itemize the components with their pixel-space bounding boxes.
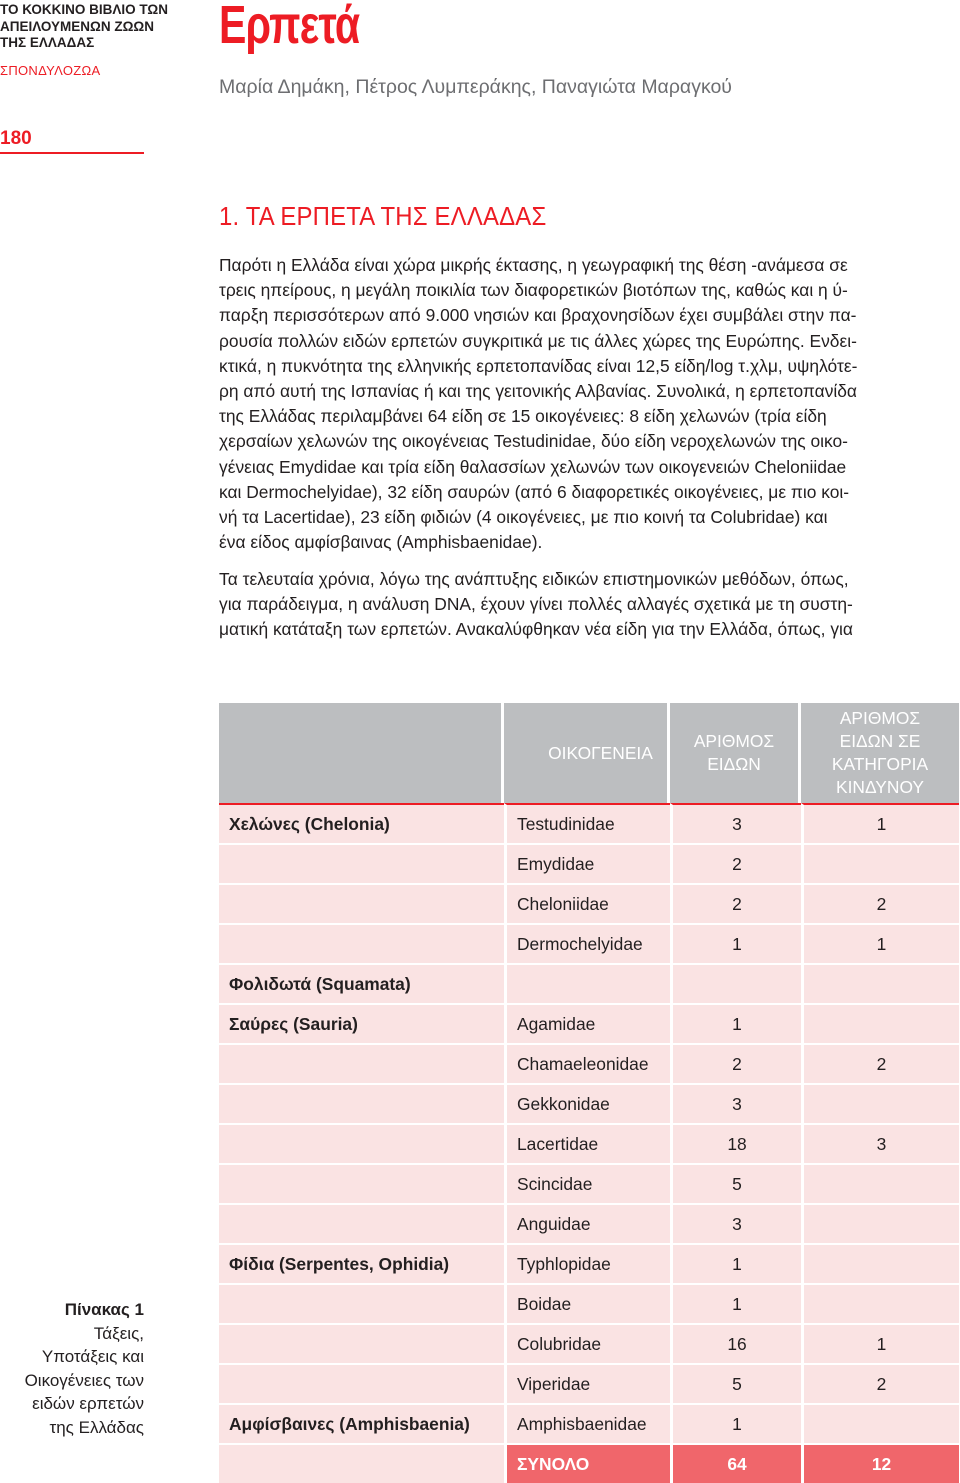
species-count-cell: 1 [670,1283,801,1323]
table-row [219,883,959,923]
table-row [219,1083,959,1123]
text-line: ρη από αυτή της Ισπανίας ή και της γειτονικής Αλβανίας. Συνολικά, η ερπετοπανίδα [219,381,857,402]
header-threatened-count [801,703,959,803]
species-count-cell: 3 [670,1203,801,1243]
table-row [219,1243,959,1283]
threatened-count-cell [801,1283,959,1323]
table-caption-line: της Ελλάδας [49,1417,144,1437]
order-cell [219,843,504,883]
threatened-count-cell [801,1203,959,1243]
total-label: ΣΥΝΟΛΟ [504,1443,670,1483]
order-cell [219,1283,504,1323]
header-line: ΕΙΔΩΝ [707,754,761,774]
text-line: Τα τελευταία χρόνια, λόγω της ανάπτυξης ειδικών επιστημονικών μεθόδων, όπως, [219,569,849,589]
table-caption-line: Οικογένειες των [24,1370,144,1390]
table-row [219,1363,959,1403]
species-count-cell: 3 [670,1083,801,1123]
text-line: και Dermochelyidae), 32 είδη σαυρών (από 6 διαφορετικές οικογένειες, με πιο κοι- [219,481,850,502]
header-line: ΑΡΙΘΜΟΣ [839,708,921,728]
order-cell: Αμφίσβαινες (Amphisbaenia) [219,1403,504,1443]
table-caption-line: Υποτάξεις και [41,1347,144,1366]
text-line: τρεις ηπείρους, η μεγάλη ποικιλία των διαφορετικών βιοτόπων της, καθώς και η ύ- [219,280,848,301]
text-line: ματική κατάταξη των ερπετών. Ανακαλύφθηκαν νέα είδη για την Ελλάδα, όπως, για [219,619,853,640]
book-title-line: ΤΟ ΚΟΚΚΙΝΟ ΒΙΒΛΙΟ ΤΩΝ [0,2,168,17]
threatened-count-cell: 1 [801,1323,959,1363]
species-count-cell: 5 [670,1163,801,1203]
authors-line: Μαρία Δημάκη, Πέτρος Λυμπεράκης, Παναγιώτα Μαραγκού [219,76,732,98]
threatened-count-cell [801,1163,959,1203]
threatened-count-cell: 2 [801,1043,959,1083]
order-cell: Φίδια (Serpentes, Ophidia) [219,1243,504,1283]
table-row [219,923,959,963]
family-cell: Gekkonidae [504,1083,670,1123]
table-header-row [219,703,959,803]
text-line: νή τα Lacertidae), 23 είδη φιδιών (4 οικογένειες, με πιο κοινή τα Colubridae) και [219,507,828,528]
family-cell: Chamaeleonidae [504,1043,670,1083]
family-cell [504,963,670,1003]
family-cell: Dermochelyidae [504,923,670,963]
order-cell [219,1363,504,1403]
book-section-label: ΣΠΟΝΔΥΛΟΖΩΑ [0,63,101,78]
species-count-cell: 1 [670,1403,801,1443]
chapter-title: Ερπετά [219,0,360,55]
family-cell: Colubridae [504,1323,670,1363]
order-cell: Φολιδωτά (Squamata) [219,963,504,1003]
page-number: 180 [0,128,32,149]
threatened-count-cell [801,1003,959,1043]
threatened-count-cell [801,1243,959,1283]
text-line: για παράδειγμα, η ανάλυση DNA, έχουν γίνει πολλές αλλαγές σχετικά με τη συστη- [219,594,853,615]
threatened-count-cell: 2 [801,883,959,923]
text-line: ρουσία πολλών ειδών ερπετών συγκριτικά με τις άλλες χώρες της Ευρώπης. Ενδει- [219,330,857,351]
order-cell [219,1123,504,1163]
text-line: παρξη περισσότερων από 9.000 νησιών και βραχονησίδων έχει συμβάλει στην πα- [219,305,857,326]
species-count-cell: 2 [670,1043,801,1083]
threatened-count-cell [801,1083,959,1123]
family-cell: Anguidae [504,1203,670,1243]
family-cell: Agamidae [504,1003,670,1043]
threatened-count-cell: 3 [801,1123,959,1163]
order-cell [219,883,504,923]
species-count-cell: 18 [670,1123,801,1163]
family-cell: Cheloniidae [504,883,670,923]
order-cell: Χελώνες (Chelonia) [219,803,504,843]
threatened-count-cell [801,963,959,1003]
family-cell: Amphisbaenidae [504,1403,670,1443]
threatened-count-cell: 1 [801,803,959,843]
table-row [219,1283,959,1323]
header-line: ΕΙΔΩΝ ΣΕ [839,731,921,751]
header-family-label: ΟΙΚΟΓΕΝΕΙΑ [548,742,653,763]
table-caption-line: ειδών ερπετών [32,1394,144,1413]
text-line: της Ελλάδας περιλαμβάνει 64 είδη σε 15 οικογένειες: 8 είδη χελωνών (τρία είδη [219,406,827,427]
book-title [0,2,170,52]
book-title-line: ΑΠΕΙΛΟΥΜΕΝΩΝ ΖΩΩΝ [0,18,154,34]
family-cell: Scincidae [504,1163,670,1203]
table-caption-line: Τάξεις, [93,1323,144,1343]
species-count-cell: 2 [670,843,801,883]
family-cell: Boidae [504,1283,670,1323]
paragraph-intro [219,253,959,555]
text-line: χερσαίων χελωνών της οικογένειας Testudinidae, δύο είδη νεροχελωνών της οικο- [219,431,848,452]
species-count-cell: 1 [670,1003,801,1043]
species-count-cell: 5 [670,1363,801,1403]
text-line: γένειας Emydidae και τρία είδη θαλασσίων χελωνών των οικογενειών Cheloniidae [219,456,847,477]
header-species-count [670,703,801,803]
threatened-count-cell [801,1403,959,1443]
threatened-count-cell: 1 [801,923,959,963]
total-order-cell [219,1443,504,1483]
order-cell [219,1203,504,1243]
table-row [219,1123,959,1163]
table-caption-label: Πίνακας 1 [64,1300,144,1319]
table-total-row [219,1443,959,1483]
reptile-families-table [219,703,959,1483]
family-cell: Typhlopidae [504,1243,670,1283]
species-count-cell: 1 [670,923,801,963]
threatened-count-cell [801,843,959,883]
table-caption [0,1298,144,1439]
text-line: ένα είδος αμφίσβαινας (Amphisbaenidae). [219,532,543,553]
text-line: Παρότι η Ελλάδα είναι χώρα μικρής έκτασης, η γεωγραφική της θέση -ανάμεσα σε [219,255,848,275]
total-threatened: 12 [801,1443,959,1483]
species-count-cell: 1 [670,1243,801,1283]
book-title-line: ΤΗΣ ΕΛΛΑΔΑΣ [0,35,95,50]
text-line: κτικά, η πυκνότητα της ελληνικής ερπετοπανίδας είναι 12,5 είδη/log τ.χλμ, υψηλότε- [219,355,858,376]
order-cell [219,923,504,963]
section-heading: 1. ΤΑ ΕΡΠΕΤΑ ΤΗΣ ΕΛΛΑΔΑΣ [219,201,547,231]
order-cell [219,1083,504,1123]
threatened-count-cell: 2 [801,1363,959,1403]
order-cell [219,1043,504,1083]
table-row [219,1403,959,1443]
total-species: 64 [670,1443,801,1483]
species-count-cell: 2 [670,883,801,923]
paragraph-recent-years [219,567,959,643]
order-cell [219,1163,504,1203]
family-cell: Viperidae [504,1363,670,1403]
family-cell: Testudinidae [504,803,670,843]
species-count-cell [670,963,801,1003]
header-line: ΑΡΙΘΜΟΣ [693,731,775,751]
family-cell: Emydidae [504,843,670,883]
header-order-cell [219,703,504,803]
order-cell [219,1323,504,1363]
family-cell: Lacertidae [504,1123,670,1163]
table-row [219,803,959,843]
page-number-rule [0,152,144,154]
species-count-cell: 16 [670,1323,801,1363]
table-row [219,1323,959,1363]
header-line: ΚΙΝΔΥΝΟΥ [835,777,925,797]
table-row [219,1043,959,1083]
table-row [219,843,959,883]
table-row [219,1163,959,1203]
table-row [219,1203,959,1243]
table-row [219,1003,959,1043]
species-count-cell: 3 [670,803,801,843]
header-family [504,703,670,803]
order-cell: Σαύρες (Sauria) [219,1003,504,1043]
table-row [219,963,959,1003]
header-line: ΚΑΤΗΓΟΡΙΑ [831,754,929,774]
